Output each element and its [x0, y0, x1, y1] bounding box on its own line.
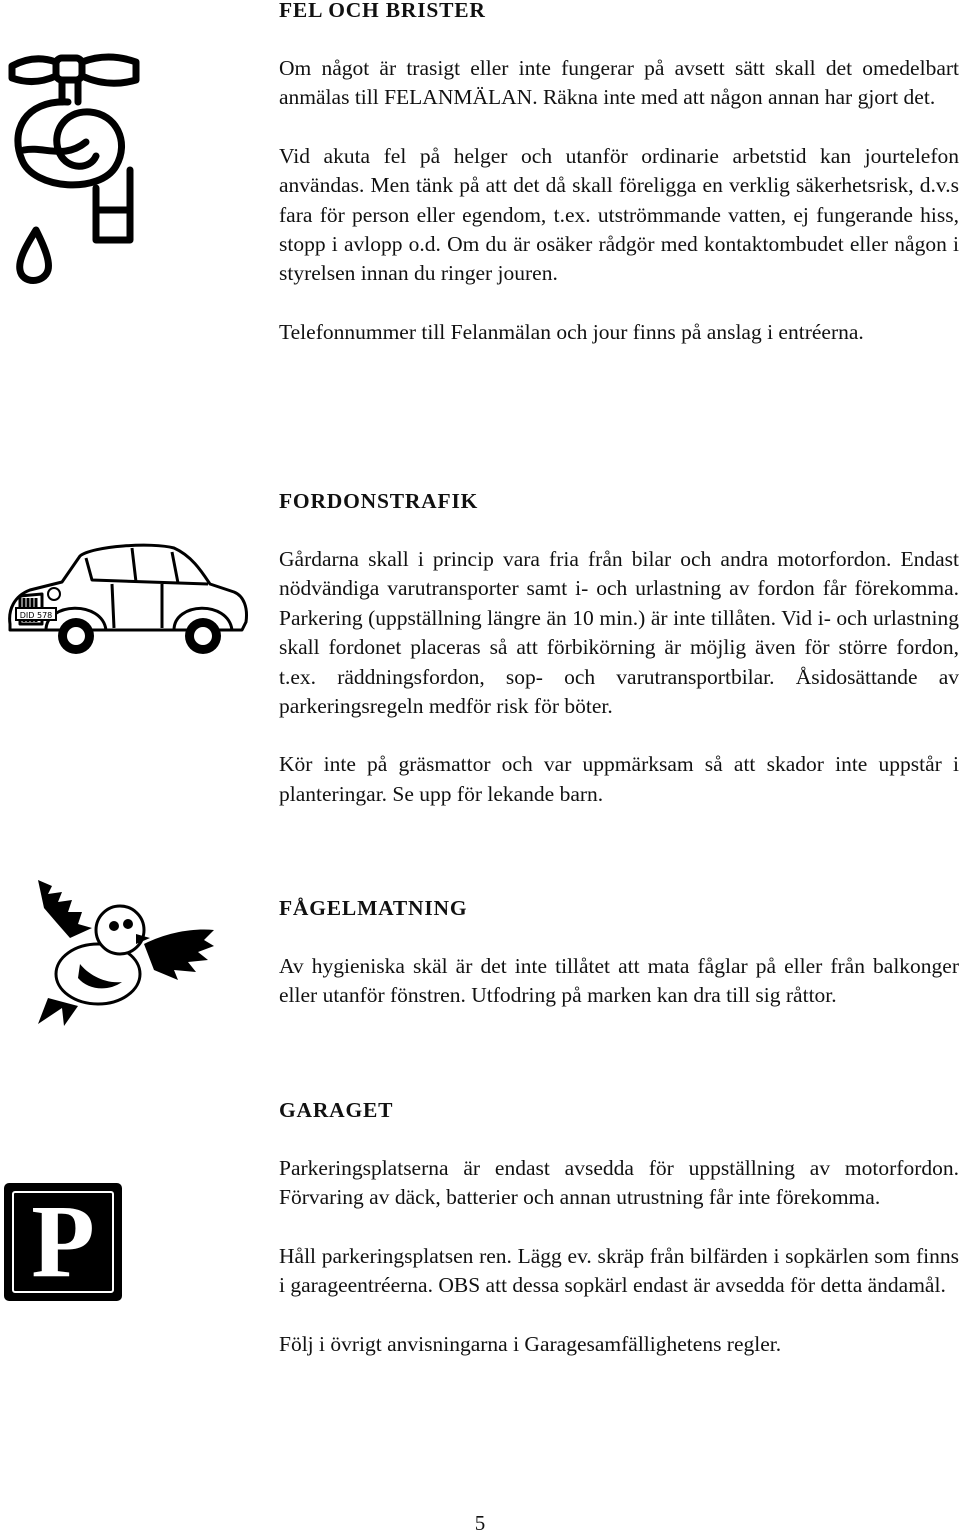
paragraph: Om något är trasigt eller inte fungerar på avsett sätt skall det omedelbart anmälas till FELANMÄLAN. Räkna inte med att någon annan har gjort det. [279, 56, 959, 110]
license-plate-text: DID 578 [19, 611, 53, 620]
paragraph: Telefonnummer till Felanmälan och jour finns på anslag i entréerna. [279, 319, 864, 344]
faucet-icon [4, 50, 144, 285]
paragraph: Gårdarna skall i princip vara fria från bilar och andra motorfordon. Endast nödvändiga varutransporter samt i- och urlastning av fordon får förekomma. Parkering (uppställning längre än 10 min.) är inte tillåten. Vid i- och urlastning skall fordonet placeras så att förbikörning är möjlig även för större fordon, t.ex. räddningsfordon, sop- och varutransportbilar. Åsidosättande av parkeringsregeln medför risk för böter. [279, 547, 959, 719]
section-heading: FORDONSTRAFIK [279, 489, 479, 513]
vintage-car-icon [2, 538, 250, 658]
paragraph: Vid akuta fel på helger och utanför ordinarie arbetstid kan jourtelefon användas. Men tänk på att det då skall föreligga en verklig säkerhetsrisk, d.v.s fara för person eller egendom, t.ex. utströmmande vatten, ej fungerande hiss, stopp i avlopp o.d. Om du är osäker rådgör med kontaktombudet eller någon i styrelsen innan du ringer jouren. [279, 143, 959, 286]
paragraph: Håll parkeringsplatsen ren. Lägg ev. skräp från bilfärden i sopkärlen som finns i garageentréerna. OBS att dessa sopkärl endast är avsedda för detta ändamål. [279, 1243, 959, 1298]
bird-icon [8, 878, 220, 1028]
section-heading: GARAGET [279, 1098, 394, 1122]
section-heading: FÅGELMATNING [279, 896, 468, 920]
paragraph: Av hygieniska skäl är det inte tillåtet att mata fåglar på eller från balkonger eller utanför fönstren. Utfodring på marken kan dra till sig råttor. [279, 954, 959, 1008]
paragraph: Följ i övrigt anvisningarna i Garagesamfällighetens regler. [279, 1331, 782, 1356]
paragraph: Kör inte på gräsmattor och var uppmärksam så att skador inte uppstår i planteringar. Se upp för lekande barn. [279, 752, 959, 806]
page-number: 5 [474, 1511, 486, 1535]
parking-sign-letter: P [31, 1184, 95, 1299]
paragraph: Parkeringsplatserna är endast avsedda för uppställning av motorfordon. Förvaring av däck, batterier och annan utrustning får inte förekomma. [279, 1156, 959, 1210]
parking-sign-icon [4, 1183, 122, 1301]
section-heading: FEL OCH BRISTER [279, 0, 486, 22]
